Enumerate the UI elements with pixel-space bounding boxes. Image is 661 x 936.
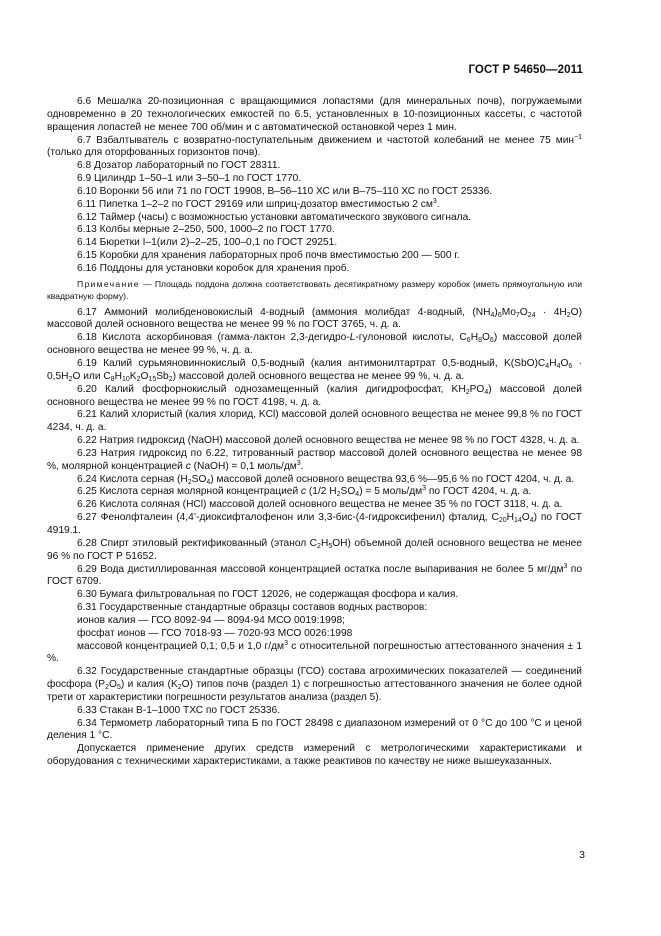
item-6-12: 6.12 Таймер (часы) с возможностью установки автоматического звукового сигнала. [77, 211, 472, 223]
item-6-30: 6.30 Бумага фильтровальная по ГОСТ 12026, не содержащая фосфора и калия. [77, 589, 459, 601]
item-6-27: 6.27 Фенолфталеин (4,4’-диоксифталофенон или 3,3-бис-(4-гидроксифенил) фталид, $C_{20}H_{14}O_4$) по ГОСТ 4919.1. [47, 512, 582, 536]
item-6-24: 6.24 Кислота серная $(H_2SO_4)$ массовой долей основного вещества 93,6 %—95,6 % по ГОСТ 4204, ч. д. а. [77, 473, 575, 486]
item-6-7: 6.7 Взбалтыватель с возвратно-поступательным движением и частотой колебаний не менее 75 мин$^{-1}$ (только для оторфованных горизонтов почв). [47, 133, 582, 159]
item-6-34: 6.34 Термометр лабораторный типа Б по ГОСТ 28498 с диапазоном измерений от 0 °С до 100 °С и ценой деления 1 °С. [47, 717, 582, 742]
item-6-9: 6.9 Цилиндр 1–50–1 или 3–50–1 по ГОСТ 1770. [77, 173, 302, 185]
item-6-21: 6.21 Калий хлористый (калия хлорид, KCl) массовой долей основного вещества не менее 99,8 % по ГОСТ 4234, ч. д. а. [47, 409, 582, 434]
item-6-6: 6.6 Мешалка 20-позиционная с вращающимися лопастями (для минеральных почв), погружаемыми одновременно в 20 технологических емкостей по 6.5, установленных в 10-позиционных кассеты, с частотой вращения лопастей не менее 700 об/мин и с автоматической остановкой через 1 мин. [47, 96, 582, 133]
item-6-15: 6.15 Коробки для хранения лабораторных проб почв вместимостью 200 — 500 г. [77, 250, 460, 262]
item-6-31: 6.31 Государственные стандартные образцы составов водных растворов: [77, 602, 428, 614]
item-6-13: 6.13 Колбы мерные 2–250, 500, 1000–2 по ГОСТ 1770. [77, 224, 335, 236]
note-label: Примечание [77, 278, 140, 289]
item-6-23: 6.23 Натрия гидроксид по 6.22, титрованный раствор массовой долей основного вещества не менее 98 %, молярной концентрацией c (NaOH) = 0,1 моль/$дм^3$. [47, 447, 582, 472]
item-6-25: 6.25 Кислота серная молярной концентрацией c (1/2 $H_2SO_4) = 5$ моль/$дм^3$ по ГОСТ 4204, ч. д. а. [77, 485, 532, 499]
document-body [47, 96, 582, 769]
item-6-29: 6.29 Вода дистиллированная массовой концентрацией остатка после выпаривания не более 5 $мг/дм^3$ по ГОСТ 6709. [47, 562, 582, 588]
item-6-31-line-2: фосфат ионов — ГСО 7018-93 — 7020-93 МСО 0026:1998 [77, 627, 353, 639]
item-6-28: 6.28 Спирт этиловый ректификованный (этанол $C_2H_5OH$) объемной долей основного вещества не менее 96 % по ГОСТ Р 51652. [47, 537, 582, 562]
item-6-33: 6.33 Стакан В-1–1000 ТХС по ГОСТ 25336. [77, 704, 281, 716]
item-6-32: 6.32 Государственные стандартные образцы (ГСО) состава агрохимических показателей — соединений фосфора $(P_2O_5)$ и калия $(K_2O)$ типов почв (раздел 1) с погрешностью аттестованного значения не более одной трети от характеристики погрешности результатов анализа (раздел 5). [47, 666, 583, 703]
note [47, 278, 582, 303]
item-6-18: 6.18 Кислота аскорбиновая (гамма-лактон 2,3-дегидро-L-гулоновой кислоты, $C_6H_8O_6$) массовой долей основного вещества не менее 99 %, ч. д. а. [47, 332, 582, 357]
item-6-8: 6.8 Дозатор лабораторный по ГОСТ 28311. [77, 160, 281, 172]
item-6-14: 6.14 Бюретки I–1(или 2)–2–25, 100–0,1 по ГОСТ 29251. [77, 237, 338, 249]
item-6-19: 6.19 Калий сурьмяновиннокислый 0,5-водный (калия антимонилтартрат 0,5-водный, $K(SbO)C_4H_4O_6 \cdot 0,5H_2O$ или $C_8H_{10}K_2O_{15}Sb_2$) массовой долей основного вещества не менее 99 %, ч. д. а. [47, 358, 582, 383]
item-6-31-line-3: массовой концентрацией 0,1; 0,5 и 1,0 $г/дм^3$ с относительной погрешностью аттестованного значения ± 1 %. [47, 639, 582, 665]
standard-header: ГОСТ Р 54650—2011 [468, 64, 583, 76]
item-6-20: 6.20 Калий фосфорнокислый однозамещенный (калия дигидрофосфат, $KH_2PO_4$) массовой долей основного вещества не менее 99 % по ГОСТ 4198, ч. д. а. [47, 383, 582, 408]
item-6-17: 6.17 Аммоний молибденовокислый 4-водный (аммония молибдат 4-водный, $(NH_4)_6Mo_7O_{24} \cdot 4H_2O$) массовой долей основного вещества не менее 99 % по ГОСТ 3765, ч. д. а. [47, 306, 582, 331]
item-6-11: 6.11 Пипетка 1–2–2 по ГОСТ 29169 или шприц-дозатор вместимостью 2 $см^3$. [77, 197, 440, 210]
item-6-26: 6.26 Кислота соляная (HCl) массовой долей основного вещества не менее 35 % по ГОСТ 3118, ч. д. а. [77, 499, 563, 511]
final-paragraph: Допускается применение других средств измерений с метрологическими характеристиками и оборудования с техническими характеристиками, а также реактивов по качеству не ниже вышеуказанных. [47, 743, 582, 768]
note-text: — Площадь поддона должна соответствовать десятикратному размеру коробок (иметь прямоугольную или квадратную форму). [47, 278, 582, 302]
item-6-10: 6.10 Воронки 56 или 71 по ГОСТ 19908, В–56–110 ХС или В–75–110 ХС по ГОСТ 25336. [77, 185, 493, 197]
page-number: 3 [579, 849, 585, 861]
item-6-22: 6.22 Натрия гидроксид (NaOH) массовой долей основного вещества не менее 98 % по ГОСТ 4328, ч. д. а. [77, 435, 580, 447]
item-6-31-line-1: ионов калия — ГСО 8092-94 — 8094-94 МСО 0019:1998; [77, 614, 345, 626]
item-6-16: 6.16 Поддоны для установки коробок для хранения проб. [77, 262, 350, 274]
